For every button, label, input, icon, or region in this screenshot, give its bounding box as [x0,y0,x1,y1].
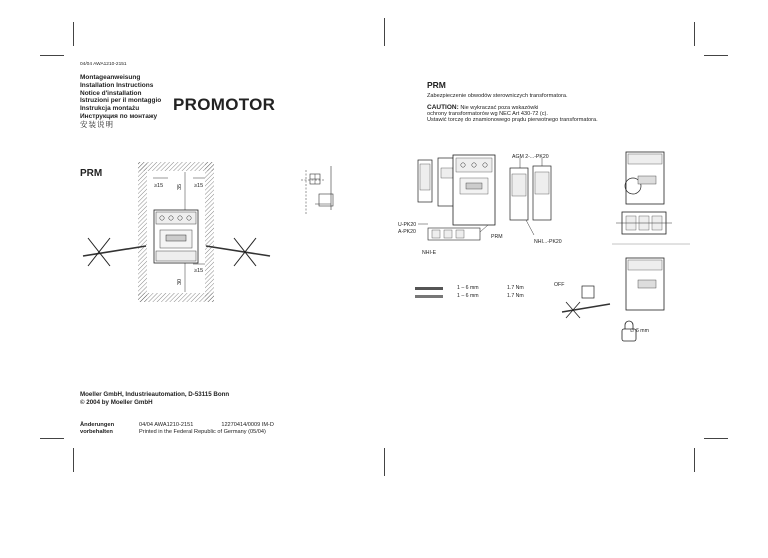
leader-line [480,225,488,232]
footer-printed: Printed in the Federal Republic of Germany (05/04) [139,429,266,435]
crop-mark [73,448,74,472]
torque-value: 1.7 Nm [507,293,524,299]
language-ru: Инструкция по монтажу [80,112,158,120]
device-lock-switch [638,280,656,288]
clearance-top-label: ≥15 [154,183,164,189]
auxiliary-contact-face [420,164,430,190]
torque-row [415,292,524,300]
right-line-4: Ustawić torczę do znamionowego prądu pierwotnego transformatora. [427,117,598,123]
device-lock-terminals [628,260,662,270]
language-list [80,74,161,129]
device-front-terminals [628,154,662,164]
caution-text: Nie wykraczać poza wskazówki [460,105,539,111]
footer-code: 04/04 AWA1210-2151 [139,422,194,428]
crop-mark [40,438,64,439]
nhi-left-face [512,174,526,196]
device-front-switch [638,176,656,184]
crop-mark [694,22,695,46]
crop-mark [694,448,695,472]
label-off: OFF [554,282,565,288]
right-line-1: Zabezpieczenie obwodów sterowniczych transformatora. [427,93,568,99]
nhi-e-slot [432,230,440,238]
clearance-30-label: 30 [177,278,183,285]
label-u-pk20: U-PK20 [398,222,417,228]
nhi-right-face [535,172,549,194]
torque-range: 1 – 6 mm [457,285,479,291]
switch-off-position [582,286,594,298]
right-section-title: PRM [427,80,446,90]
publisher [80,391,229,407]
screwdriver-right [206,246,270,256]
changes-reserved [80,422,114,436]
stranded-wire-icon [415,295,443,298]
left-section-title: PRM [80,168,103,179]
crop-mark [384,18,385,46]
language-zh: 安装说明 [80,119,114,129]
wall-top [138,162,214,171]
trip-block-face [441,168,453,178]
language-it: Istruzioni per il montaggio [80,97,162,105]
footer-number: 12270414/0009 IM-D [221,422,274,428]
label-a-pk20: A-PK20 [398,229,416,235]
footer-info [139,422,274,436]
wire-icon [415,287,443,290]
changes-line-2: vorbehalten [80,429,113,435]
label-agm: AGM 2-...-PK20 [512,154,549,160]
doc-code: 04/04 AWA1210-2151 [80,62,127,67]
changes-line-1: Änderungen [80,422,115,428]
language-fr: Notice d'installation [80,89,142,97]
torque-range: 1 – 6 mm [457,293,479,299]
language-pl: Instrukcja montażu [80,105,140,113]
crop-mark [384,448,385,476]
language-de: Montageanweisung [80,74,141,81]
crop-mark [40,55,64,56]
crop-mark [73,22,74,46]
rotary-switch [166,235,186,241]
right-line-3: ochrony transformatorów wg NEC Art 430-72 (c). [427,111,548,117]
nhi-e-slot [456,230,464,238]
off-lockout-diagram [560,280,630,320]
language-en: Installation Instructions [80,81,154,89]
device-terminals-bottom [156,251,196,261]
prm-rotary-switch [466,183,482,189]
wall-right [205,162,214,302]
nhi-e-slot [444,230,452,238]
caution-label: CAUTION: [427,104,459,111]
label-prm: PRM [491,234,503,240]
clearance-bottom-label: ≥15 [194,268,204,274]
torque-table [415,284,524,300]
label-nhi-pk20: NHI...-PK20 [534,239,562,245]
publisher-line-1: Moeller GmbH, Industrieautomation, D-53115 Bonn [80,391,230,398]
product-title: PROMOTOR [173,95,276,114]
publisher-line-2: © 2004 by Moeller GmbH [80,399,153,406]
clearance-top2-label: ≥15 [194,183,204,189]
wall-bottom [138,293,214,302]
leader-line [526,220,534,235]
torque-row [415,284,524,292]
screwdriver-left [83,246,146,256]
circuit-schematic [296,160,356,220]
mounting-clearance-diagram [78,160,278,310]
crop-mark [704,55,728,56]
label-nhi-e: NHI-E [422,250,437,256]
prm-main-terminals [456,158,492,172]
crop-mark [704,438,728,439]
right-section [427,80,667,123]
label-lock-size: ∅ 6 mm [630,328,649,334]
wall-left [138,162,147,302]
clearance-35-label: 35 [177,183,183,190]
device-terminals-top [156,212,196,224]
torque-value: 1.7 Nm [507,285,524,291]
